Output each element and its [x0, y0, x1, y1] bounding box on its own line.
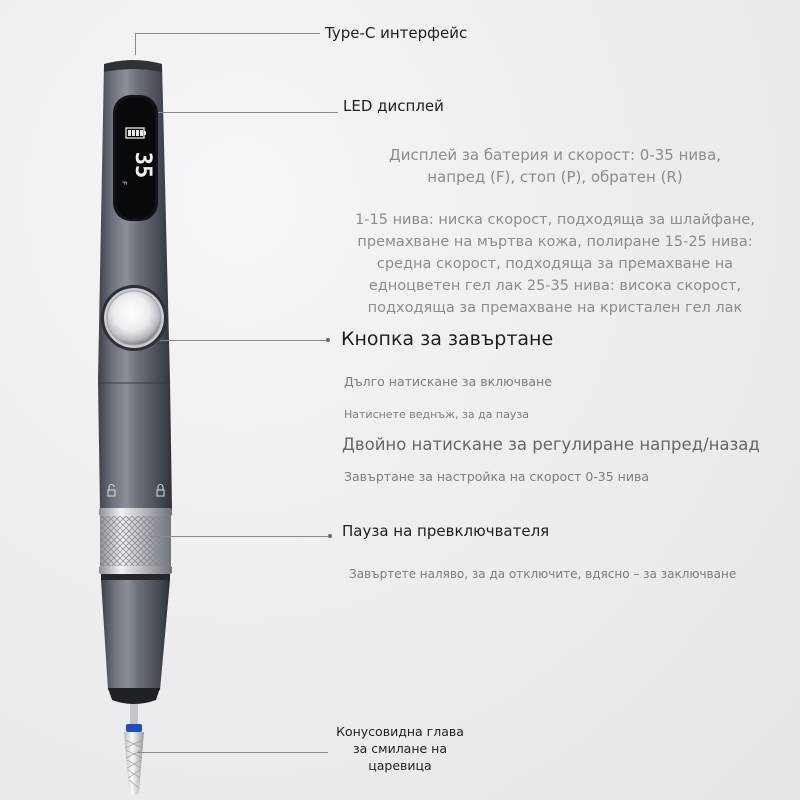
pen-tip	[101, 580, 170, 695]
direction-indicator: F	[120, 180, 128, 186]
levels-info-text: 1-15 нива: ниска скорост, подходяща за шлайфане, премахване на мъртва кожа, полиране 15-25 нива: средна скорост, подходяща за премахване на едноцветен гел лак 25-35 нива: висока скорост, подходяща за премахване на кристален гел лак	[355, 212, 755, 316]
long-press-text: Дълго натискане за включване	[344, 374, 552, 389]
single-press-text: Натиснете веднъж, за да пауза	[344, 408, 529, 421]
knob-label: Кнопка за завъртане	[341, 328, 554, 350]
speed-readout	[130, 152, 155, 179]
switch-leader-dot	[328, 534, 332, 538]
switch-leader	[150, 536, 330, 537]
knob-leader-dot	[326, 338, 330, 342]
bit-leader	[138, 752, 328, 753]
collar-ring-top	[99, 508, 172, 516]
cone-head-label: Конусовидна глава за смилане на царевица	[336, 724, 464, 773]
rotate-speed-text: Завъртане за настройка на скорост 0-35 нива	[344, 469, 649, 484]
display-info-text: Дисплей за батерия и скорост: 0-35 нива, напред (F), стоп (P), обратен (R)	[389, 146, 721, 186]
type-c-leader-vertical	[135, 33, 136, 55]
bit-collar	[126, 724, 142, 732]
led-label: LED дисплей	[343, 97, 444, 115]
speed-digits: 35	[130, 151, 155, 179]
type-c-label: Type-C интерфейс	[325, 24, 468, 42]
double-press-text: Двойно натискане за регулиране напред/назад	[342, 435, 760, 454]
type-c-leader	[135, 33, 320, 34]
pause-switch-label: Пауза на превключвателя	[342, 522, 550, 540]
rotate-lock-text: Завъртете наляво, за да отключите, вдясно – за заключване	[349, 567, 737, 581]
knob-leader	[160, 340, 328, 341]
led-leader	[158, 112, 338, 113]
